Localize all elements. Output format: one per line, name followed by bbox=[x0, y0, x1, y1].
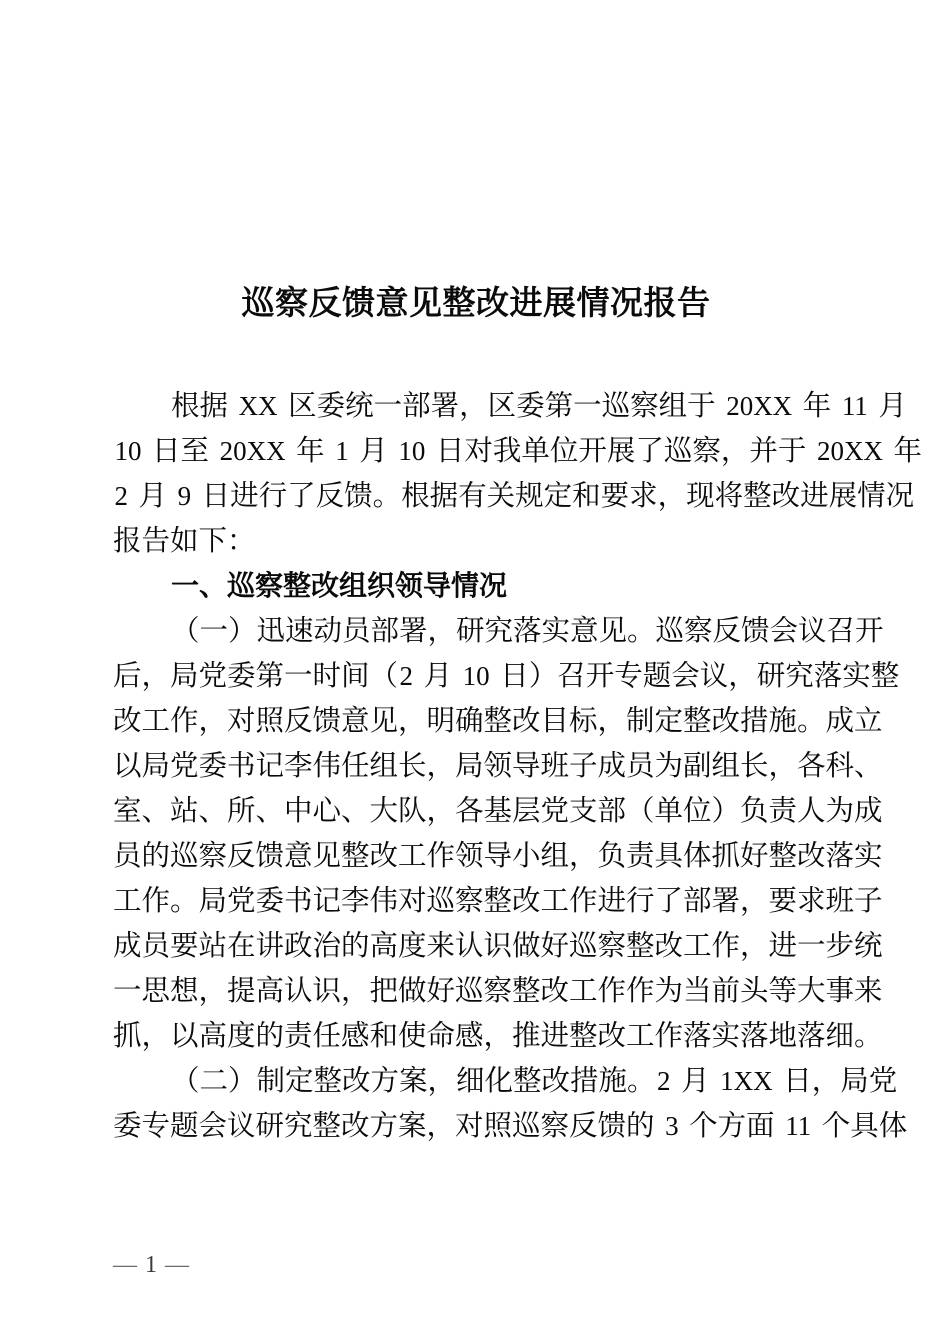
footer-dash-right: — bbox=[165, 1252, 191, 1278]
body-line: 报告如下： bbox=[113, 524, 256, 557]
body-line: 成员要站在讲政治的高度来认识做好巡察整改工作，进一步统 bbox=[113, 929, 883, 962]
page-number: 1 bbox=[145, 1252, 159, 1278]
body-line: 工作。局党委书记李伟对巡察整改工作进行了部署，要求班子 bbox=[113, 884, 883, 917]
body-line: 员的巡察反馈意见整改工作领导小组，负责具体抓好整改落实 bbox=[113, 839, 883, 872]
body-line: 以局党委书记李伟任组长，局领导班子成员为副组长，各科、 bbox=[113, 749, 883, 782]
body-line: 一思想，提高认识，把做好巡察整改工作作为当前头等大事来 bbox=[113, 974, 883, 1007]
body-line: 改工作，对照反馈意见，明确整改目标，制定整改措施。成立 bbox=[113, 704, 883, 737]
footer-dash-left: — bbox=[113, 1252, 139, 1278]
body-line: 10 日至 20XX 年 1 月 10 日对我单位开展了巡察，并于 20XX 年 bbox=[114, 434, 923, 467]
page-footer bbox=[113, 1248, 839, 1282]
body-line: 根据 XX 区委统一部署，区委第一巡察组于 20XX 年 11 月 bbox=[171, 389, 907, 422]
subsection-heading-1-line: （一）迅速动员部署，研究落实意见。巡察反馈会议召开 bbox=[171, 614, 884, 647]
body-line: 后，局党委第一时间（2 月 10 日）召开专题会议，研究落实整 bbox=[113, 659, 900, 692]
document-body bbox=[113, 383, 923, 1148]
body-line: 室、站、所、中心、大队，各基层党支部（单位）负责人为成 bbox=[113, 794, 883, 827]
page-title: 巡察反馈意见整改进展情况报告 bbox=[241, 284, 711, 321]
body-line: 委专题会议研究整改方案，对照巡察反馈的 3 个方面 11 个具体 bbox=[113, 1109, 908, 1142]
body-line: 抓，以高度的责任感和使命感，推进整改工作落实落地落细。 bbox=[113, 1019, 883, 1052]
body-line: 2 月 9 日进行了反馈。根据有关规定和要求，现将整改进展情况 bbox=[114, 479, 915, 512]
section-heading-1: 一、巡察整改组织领导情况 bbox=[171, 570, 508, 601]
subsection-heading-2-line: （二）制定整改方案，细化整改措施。2 月 1XX 日，局党 bbox=[171, 1064, 898, 1097]
